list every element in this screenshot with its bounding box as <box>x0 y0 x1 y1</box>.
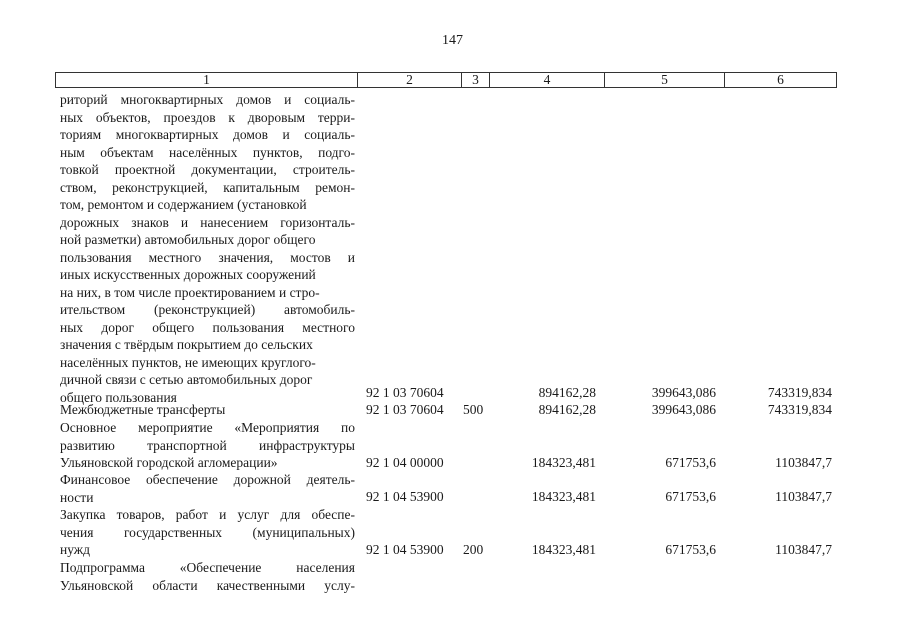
header-col-3: 3 <box>462 73 490 87</box>
page-number: 147 <box>442 33 463 48</box>
text-line: Ульяновской области качественными услу- <box>60 577 355 593</box>
row-description <box>60 471 355 506</box>
text-line: Закупка товаров, работ и услуг для обеспе- <box>60 507 355 522</box>
text-line: общего пользования <box>60 389 177 405</box>
row-value-col6: 743319,834 <box>767 402 832 417</box>
text-line: товкой проектной документации, строитель- <box>60 162 355 177</box>
text-line: пользования местного значения, мостов и <box>60 249 355 265</box>
text-line: ством, реконструкцией, капитальным ремон- <box>60 179 355 195</box>
row-value-col6: 743319,834 <box>767 385 832 400</box>
header-col-4: 4 <box>490 73 605 87</box>
text-line: чения государственных (муниципальных) <box>60 524 355 540</box>
row-value-col4: 184323,481 <box>531 542 596 557</box>
row-code: 92 1 04 53900 <box>366 542 444 557</box>
text-line: ных объектов, проездов к дворовым терри- <box>60 109 355 125</box>
text-line: риторий многоквартирных домов и социаль- <box>60 92 355 107</box>
text-line: нужд <box>60 542 90 557</box>
row-value-col5: 399643,086 <box>651 385 716 400</box>
text-line: том, ремонтом и содержанием (установкой <box>60 197 307 212</box>
header-col-2: 2 <box>358 73 462 87</box>
row-code: 92 1 03 70604 <box>366 385 444 400</box>
row-value-col6: 1103847,7 <box>775 455 832 470</box>
row-description <box>60 401 355 419</box>
text-line: на них, в том числе проектированием и стро- <box>60 284 320 300</box>
row-value-col5: 671753,6 <box>665 542 716 557</box>
row-value-col4: 894162,28 <box>538 402 596 417</box>
row-description <box>60 91 355 406</box>
row-description <box>60 559 355 594</box>
text-line: Основное мероприятие «Мероприятия по <box>60 420 355 435</box>
text-line: Финансовое обеспечение дорожной деятель- <box>60 472 355 487</box>
row-value-col5: 671753,6 <box>665 489 716 504</box>
text-line: ительством (реконструкцией) автомобиль- <box>60 302 355 317</box>
text-line: ной разметки) автомобильных дорог общего <box>60 232 316 247</box>
text-line: Подпрограмма «Обеспечение населения <box>60 560 355 575</box>
text-line: населённых пунктов, не имеющих круглого- <box>60 354 316 370</box>
row-code: 92 1 04 00000 <box>366 455 444 470</box>
row-expense-type: 200 <box>463 542 484 557</box>
row-value-col5: 671753,6 <box>665 455 716 470</box>
text-line: Межбюджетные трансферты <box>60 402 226 417</box>
row-description <box>60 419 355 472</box>
text-line: развитию транспортной инфраструктуры <box>60 437 355 453</box>
row-value-col4: 184323,481 <box>531 455 596 470</box>
text-line: ным объектам населённых пунктов, подго- <box>60 144 355 160</box>
row-value-col6: 1103847,7 <box>775 542 832 557</box>
row-value-col4: 894162,28 <box>538 385 596 400</box>
row-code: 92 1 03 70604 <box>366 402 444 417</box>
row-description <box>60 506 355 559</box>
row-value-col5: 399643,086 <box>651 402 716 417</box>
row-code: 92 1 04 53900 <box>366 489 444 504</box>
row-value-col6: 1103847,7 <box>775 489 832 504</box>
text-line: иных искусственных дорожных сооружений <box>60 267 316 282</box>
header-col-5: 5 <box>605 73 725 87</box>
text-line: дичной связи с сетью автомобильных дорог <box>60 372 313 387</box>
text-line: ных дорог общего пользования местного <box>60 319 355 335</box>
text-line: ториям многоквартирных домов и социаль- <box>60 127 355 142</box>
table-header-row <box>55 72 837 88</box>
text-line: дорожных знаков и нанесением горизонталь- <box>60 214 355 230</box>
row-expense-type: 500 <box>463 402 484 417</box>
header-col-1: 1 <box>56 73 358 87</box>
text-line: значения с твёрдым покрытием до сельских <box>60 337 313 352</box>
text-line: ности <box>60 489 94 505</box>
row-value-col4: 184323,481 <box>531 489 596 504</box>
text-line: Ульяновской городской агломерации» <box>60 455 278 470</box>
header-col-6: 6 <box>777 72 784 87</box>
